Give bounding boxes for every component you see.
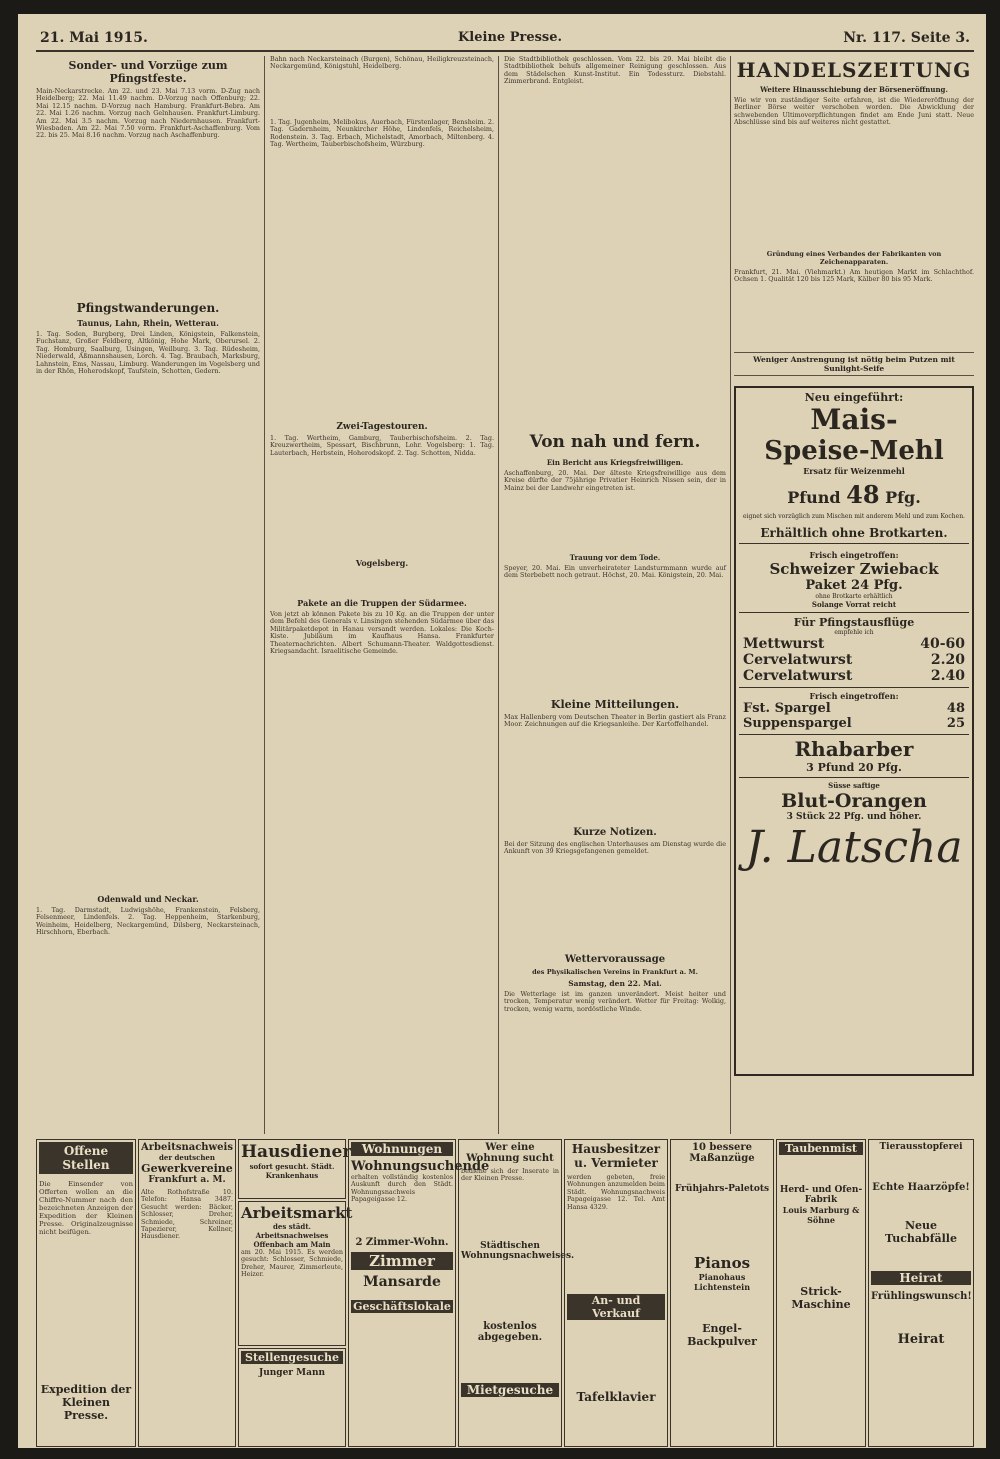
column-1 <box>36 56 260 1136</box>
column-2 <box>270 56 494 1136</box>
ad-suppenspargel: Suppenspargel <box>743 716 852 731</box>
ad-arbeitsnachweis-title: Arbeitsnachweis <box>141 1142 233 1153</box>
ad-zwieback-price: Paket 24 Pfg. <box>805 578 903 593</box>
ad-pianos: Pianos <box>693 1254 751 1272</box>
ad-herd-ofen: Herd- und Ofen-Fabrik <box>779 1185 863 1205</box>
ad-cervelat2-row <box>739 668 969 688</box>
sunlight-ad: Weniger Anstrengung ist nötig beim Putzen mit Sunlight-Seife <box>734 352 974 376</box>
ad-empfehle: empfehle ich <box>834 629 874 636</box>
ad-mehl-price-value: 48 <box>846 480 880 509</box>
ad-mietgesuche: Mietgesuche <box>461 1383 559 1397</box>
ad-offene-stellen-body: Die Einsender von Offerten wollen an die Chiffre-Nummer nach den bezeichneten Anzeigen der Expedition der Kleinen Presse. Originalzeugnisse nicht beifügen. <box>39 1180 133 1236</box>
text-wetter: Die Wetterlage ist im ganzen unverändert. Meist heiter und trocken, Temperatur wenig verändert. Wetter für Freitag: Wolkig, trocken, wenig warm, nordöstliche Winde. <box>504 990 726 1013</box>
ad-wohnungsuchende: Wohnungsuchende <box>351 1159 490 1174</box>
ad-massanzuege-title: 10 bessere Maßanzüge <box>689 1142 755 1164</box>
ad-rhabarber-price: 3 Pfund 20 Pfg. <box>739 761 969 778</box>
subheading-physikalischer-verein: des Physikalischen Vereins in Frankfurt a. M. <box>532 968 698 976</box>
text-kleine-mitteilungen: Max Hallenberg vom Deutschen Theater in Berlin gastiert als Franz Moor. Zeichnungen auf die Kriegsanleihe. Der Kartoffelhandel. <box>504 713 726 729</box>
ad-hausdiener-sub: sofort gesucht. Städt. Krankenhaus <box>249 1162 335 1180</box>
ad-tierausstopferei <box>868 1139 974 1447</box>
latscha-ad <box>734 386 974 1076</box>
ad-engel-backpulver: Engel-Backpulver <box>687 1322 757 1348</box>
ad-speise-mehl: Speise-Mehl <box>764 436 944 466</box>
ad-arbeitsnachweis-body: Alte Rothofstraße 10. Telefon: Hansa 3487. Gesucht werden: Bäcker, Schlosser, Dreher, Schmiede, Schreiner, Tapezierer, Kellner, Hausdiener. <box>141 1188 233 1241</box>
ad-wohnungen <box>348 1139 490 1447</box>
issue-number: Nr. 117. Seite 3. <box>843 30 970 46</box>
subheading-kriegsfreiwillige: Ein Bericht aus Kriegsfreiwilligen. <box>546 458 684 467</box>
ad-spargel-row <box>739 701 969 716</box>
ad-cervelat2-price: 2.40 <box>930 668 965 684</box>
ad-mettwurst-row <box>739 636 969 652</box>
ad-taubenmist-title: Taubenmist <box>779 1142 863 1155</box>
ad-hausdiener <box>238 1139 352 1199</box>
heading-pfingstwanderungen: Pfingstwanderungen. <box>76 301 220 315</box>
ad-arbeitsmarkt-title: Arbeitsmarkt <box>241 1204 353 1222</box>
ad-hausbesitzer-body: werden gebeten, freie Wohnungen anzumelden beim Städt. Wohnungsnachweis Papageigasse 12. Tel. Amt Hansa 4329. <box>567 1173 665 1211</box>
column-rule-1 <box>264 56 265 1134</box>
ad-arbeitsnachweis-der: der deutschen <box>159 1153 215 1162</box>
newspaper-page <box>18 14 986 1448</box>
ad-tierausstopferei-title: Tierausstopferei <box>879 1142 963 1152</box>
text-pakete: Von jetzt ab können Pakete bis zu 10 Kg. an die Truppen der unter dem Befehl des Generals v. Linsingen stehenden Südarmee über das Militärpaketdepot in Hanau versandt werden. Lokales: Die Koch-Kiste. Jubiläum im Kaufhaus Hansa. Frankfurter Theaternachrichten. Albert Schumann-Theater. Waldgottesdienst. Kriegsandacht. Israelitische Gemeinde. <box>270 610 494 656</box>
ad-cervelat2: Cervelatwurst <box>743 668 853 684</box>
ad-an-und-verkauf: An- und Verkauf <box>567 1294 665 1320</box>
ad-pfg-label: Pfg. <box>885 488 921 507</box>
text-col2-intro: Bahn nach Neckarsteinach (Burgen), Schönau, Heiligkreuzsteinach, Neckargemünd, Königstuhl, Heidelberg. <box>270 55 494 71</box>
ad-mettwurst-price: 40-60 <box>920 636 965 652</box>
ad-haarzoepfe: Echte Haarzöpfe! <box>872 1182 970 1193</box>
ad-strick-maschine: Strick-Maschine <box>791 1285 851 1311</box>
header-rule <box>36 50 974 52</box>
ad-hausbesitzer-title: Hausbesitzer u. Vermieter <box>571 1142 661 1170</box>
ad-hausdiener-title: Hausdiener <box>241 1142 352 1162</box>
ad-stellengesuche <box>238 1348 346 1447</box>
weather-date: Samstag, den 22. Mai. <box>568 979 662 988</box>
subheading-taunus: Taunus, Lahn, Rhein, Wetterau. <box>77 318 219 328</box>
heading-sonderzuege: Sonder- und Vorzüge zum Pfingstfeste. <box>68 59 228 85</box>
ad-stellengesuche-title: Stellengesuche <box>241 1351 343 1364</box>
ad-fruehjahrs-paletots: Frühjahrs-Paletots <box>674 1184 770 1194</box>
heading-von-nah-und-fern: Von nah und fern. <box>529 432 701 452</box>
text-col3-intro: Die Stadtbibliothek geschlossen. Vom 22. bis 29. Mai bleibt die Stadtbibliothek behufs allgemeiner Reinigung geschlossen. Aus dem Städelschen Kunst-Institut. Ein Todessturz. Diebstahl. Zimmerbrand. Entgleist. <box>504 55 726 86</box>
page-date: 21. Mai 1915. <box>40 30 148 46</box>
ad-geschaeftslokale: Geschäftslokale <box>351 1300 453 1313</box>
ad-frankfurt: Frankfurt a. M. <box>148 1175 226 1185</box>
ad-cervelat1: Cervelatwurst <box>743 652 853 668</box>
column-rule-2 <box>498 56 499 1134</box>
ad-pfund-label: Pfund <box>787 488 841 507</box>
ad-suppenspargel-row <box>739 716 969 735</box>
ad-mansarde: Mansarde <box>363 1274 441 1290</box>
ad-kostenlos: kostenlos abgegeben. <box>477 1321 543 1343</box>
subheading-trauung: Trauung vor dem Tode. <box>569 553 661 562</box>
ad-pianohaus: Pianohaus Lichtenstein <box>693 1272 751 1292</box>
heading-kurze-notizen: Kurze Notizen. <box>573 827 657 838</box>
ad-wer-sucht <box>458 1139 575 1447</box>
ad-fruehlingswunsch: Frühlingswunsch! <box>871 1291 972 1302</box>
ad-cervelat1-price: 2.20 <box>930 652 965 668</box>
text-trauung: Speyer, 20. Mai. Ein unverheirateter Landsturmmann wurde auf dem Sterbebett noch getraut. Höchst, 20. Mai. Königstein, 20. Mai. <box>504 564 726 580</box>
ad-wohnungsuchende-body: erhalten vollständig kostenlos Auskunft durch den Städt. Wohnungsnachweis Papageigasse 12. <box>351 1173 453 1204</box>
heading-pakete: Pakete an die Truppen der Südarmee. <box>297 598 467 608</box>
ad-hausbesitzer <box>564 1139 668 1447</box>
ad-mettwurst: Mettwurst <box>743 636 825 652</box>
ad-wohnungen-title: Wohnungen <box>351 1142 453 1156</box>
ad-arbeitsmarkt-body: am 20. Mai 1915. Es werden gesucht: Schlosser, Schmiede, Dreher, Maurer, Zimmerleute, Heizer. <box>241 1248 343 1279</box>
ad-zwieback: Schweizer Zwieback <box>769 560 939 578</box>
text-col2-tours: 1. Tag. Jugenheim, Melibokus, Auerbach, Fürstenlager, Bensheim. 2. Tag. Gadernheim, Neunkircher Höhe, Lindenfels, Reichelsheim, Rodenstein. 3. Tag. Erbach, Michelstadt, Amorbach, Miltenberg. 4. Tag. Wertheim, Tauberbischofsheim, Würzburg. <box>270 118 494 149</box>
subheading-verband: Gründung eines Verbandes der Fabrikanten von Zeichenapparaten. <box>766 250 942 266</box>
ad-frisch-eingetroffen-1: Frisch eingetroffen: <box>809 550 899 560</box>
heading-kleine-mitteilungen: Kleine Mitteilungen. <box>550 698 680 711</box>
ad-gewerkvereine: Gewerkvereine <box>141 1162 233 1175</box>
text-kurze-notizen: Bei der Sitzung des englischen Unterhauses am Dienstag wurde die Ankunft von 39 Kriegsgefangenen gemeldet. <box>504 840 726 856</box>
subheading-boerse: Weitere Hinausschiebung der Börseneröffnung. <box>760 85 948 94</box>
ad-staedt-wohnungsnachweis: Städtischen Wohnungsnachweises. <box>461 1241 575 1261</box>
heading-zwei-tagestouren: Zwei-Tagestouren. <box>336 422 428 432</box>
subheading-odenwald: Odenwald und Neckar. <box>97 894 199 904</box>
subheading-vogelsberg: Vogelsberg. <box>355 558 409 568</box>
ad-expedition: Expedition der Kleinen Presse. <box>40 1383 132 1422</box>
text-tours-taunus: 1. Tag. Soden, Burgberg, Drei Linden, Königstein, Falkenstein, Fuchstanz, Großer Feldberg, Altkönig, Hohe Mark, Oberursel. 2. Tag. Homburg, Saalburg, Usingen, Weilburg. 3. Tag. Rüdesheim, Niederwald, Aßmannshausen, Lorch. 4. Tag. Braubach, Marksburg, Lahnstein, Ems, Nassau, Limburg. Wanderungen im Vogelsberg und in der Rhön, Hoherodskopf, Taufstein, Schotten, Gedern. <box>36 330 260 376</box>
ad-massanzuege <box>670 1139 774 1447</box>
ad-offene-stellen-title: Offene Stellen <box>39 1142 133 1174</box>
ad-frisch-eingetroffen-2: Frisch eingetroffen: <box>809 691 899 701</box>
ad-ersatz: Ersatz für Weizenmehl <box>803 466 905 476</box>
ad-vorrat: Solange Vorrat reicht <box>739 600 969 613</box>
ad-erhaeltlich: Erhältlich ohne Brotkarten. <box>739 526 969 544</box>
column-rule-3 <box>730 56 731 1134</box>
ad-heirat-title: Heirat <box>871 1271 971 1285</box>
ad-mehl-price <box>739 480 969 509</box>
ad-taubenmist <box>776 1139 866 1447</box>
ad-cervelat1-row <box>739 652 969 668</box>
ad-tafelklavier: Tafelklavier <box>576 1390 656 1404</box>
text-zwei-tagestouren: 1. Tag. Wertheim, Gamburg, Tauberbischofsheim. 2. Tag. Kreuzwertheim, Spessart, Bischbrunn, Lohr. Vogelsberg: 1. Tag. Lauterbach, Herbstein, Hoherodskopf. 2. Tag. Schotten, Nidda. <box>270 434 494 457</box>
ad-arbeitsnachweis <box>138 1139 236 1447</box>
text-sonderzuege: Main-Neckarstrecke. Am 22. und 23. Mai 7.13 vorm. D-Zug nach Heidelberg; 22. Mai 11.49 nachm. D-Vorzug nach Offenburg; 22. Mai 12.15 nachm. D-Vorzug nach Hamburg. Frankfurt-Bebra. Am 22. Mai 1.26 nachm. Vorzug nach Gelnhausen. Frankfurt-Limburg. Am 22. Mai 3.5 nachm. Vorzug nach Niedernhausen. Frankfurt-Wiesbaden. Am 22. Mai 7.50 vorm. Frankfurt-Aschaffenburg. Vom 22. bis 25. Mai 8.16 nachm. Vorzug nach Aschaffenburg. <box>36 87 260 140</box>
ad-2-zimmer-wohn: 2 Zimmer-Wohn. <box>355 1237 449 1248</box>
heading-handelszeitung: HANDELSZEITUNG <box>736 58 972 82</box>
ad-marburg: Louis Marburg & Söhne <box>782 1205 860 1225</box>
latscha-logo: J. Latscha <box>745 822 963 873</box>
heading-wettervoraussage: Wettervoraussage <box>564 954 666 965</box>
text-boerse: Wie wir von zuständiger Seite erfahren, ist die Wiedereröffnung der Berliner Börse weiter verschoben worden. Die Abwicklung der schwebenden Ultimoverpflichtungen findet am Ende Juni statt. Neue Abschlüsse sind bis auf weiteres nicht gestattet. <box>734 96 974 127</box>
ad-arbeitsmarkt-sub: des städt. Arbeitsnachweises Offenbach am Main <box>253 1222 331 1249</box>
ad-mais: Mais- <box>810 403 898 436</box>
ad-arbeitsmarkt <box>238 1201 353 1346</box>
ad-junger-mann: Junger Mann <box>258 1368 326 1378</box>
ad-rhabarber: Rhabarber <box>794 737 914 761</box>
ad-offene-stellen <box>36 1139 136 1447</box>
ad-spargel-price: 48 <box>946 701 965 716</box>
ad-wer-sucht-title: Wer eine Wohnung sucht <box>466 1142 554 1164</box>
ad-neu-eingefuehrt: Neu eingeführt: <box>804 391 904 404</box>
ad-suesse-saftige: Süsse saftige <box>828 781 880 790</box>
column-3 <box>504 56 726 1136</box>
paper-title: Kleine Presse. <box>458 30 563 45</box>
text-kriegsfreiwillige: Aschaffenburg, 20. Mai. Der älteste Kriegsfreiwillige aus dem Kreise dürfte der 75jährige Privatier Heinrich Nissen sein, der in Mainz bei der Landwehr eingetreten ist. <box>504 469 726 492</box>
text-tours-odenwald: 1. Tag. Darmstadt, Ludwigshöhe, Frankenstein, Felsberg, Felsenmeer, Lindenfels. 2. Tag. Heppenheim, Starkenburg, Weinheim, Heidelberg, Neckargemünd, Dilsberg, Neckarsteinach, Hirschhorn, Eberbach. <box>36 906 260 937</box>
text-viehmarkt: Frankfurt, 21. Mai. (Viehmarkt.) Am heutigen Markt im Schlachthof. Ochsen 1. Qualität 120 bis 125 Mark, Kälber 80 bis 95 Mark. <box>734 268 974 284</box>
ad-spargel: Fst. Spargel <box>743 701 831 716</box>
ad-blut-orangen-price: 3 Stück 22 Pfg. und höher. <box>786 812 922 822</box>
ad-wer-sucht-body: bediene sich der Inserate in der Kleinen Presse. <box>461 1167 559 1183</box>
ad-zwieback-note: ohne Brotkarte erhältlich <box>815 593 893 600</box>
ad-tuchabfaelle: Neue Tuchabfälle <box>885 1219 957 1245</box>
ad-note-mehl: eignet sich vorzüglich zum Mischen mit anderem Mehl und zum Kochen. <box>743 513 965 520</box>
ad-suppenspargel-price: 25 <box>946 716 965 731</box>
ad-blut-orangen: Blut-Orangen <box>781 790 927 812</box>
ad-pfingstausfluege: Für Pfingstausflüge <box>793 616 915 629</box>
ad-zimmer: Zimmer <box>351 1252 453 1270</box>
column-4 <box>734 56 974 1136</box>
classified-ads <box>36 1139 974 1426</box>
ad-heirat-2: Heirat <box>897 1332 945 1347</box>
